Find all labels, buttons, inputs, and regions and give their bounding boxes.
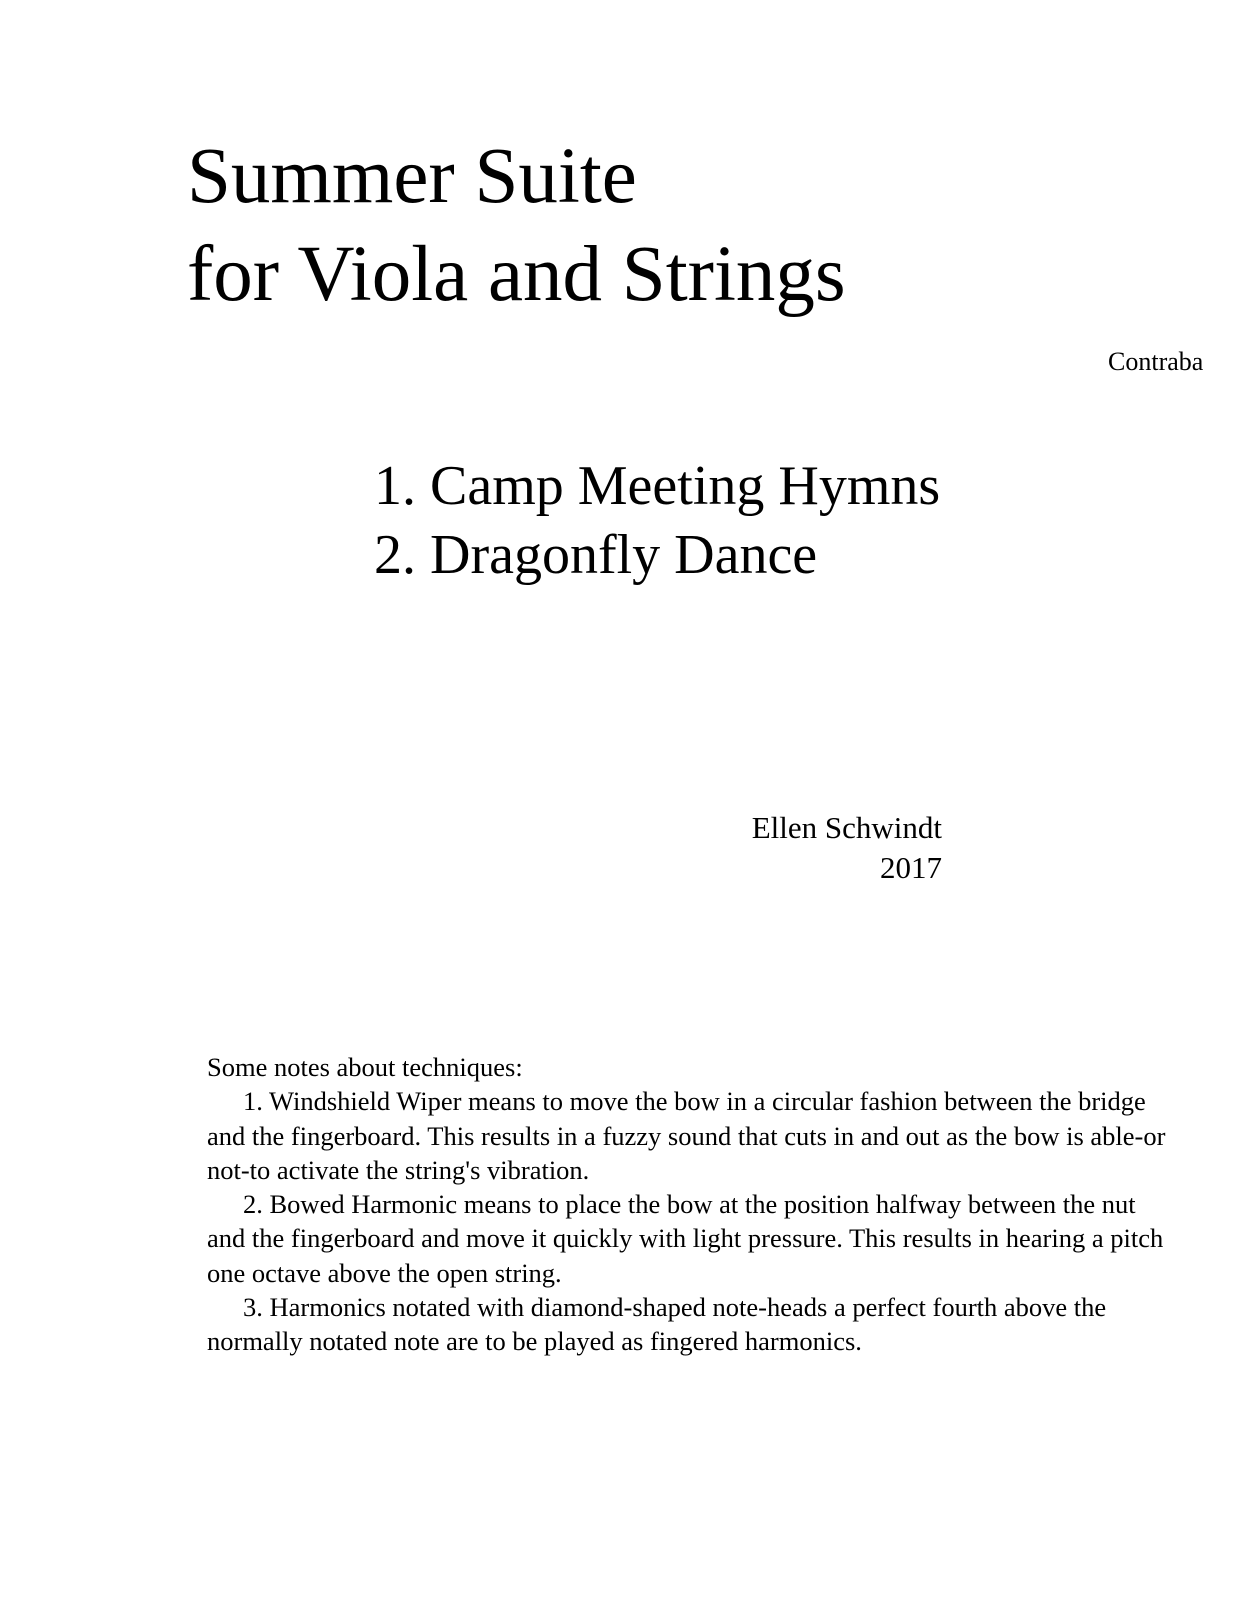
- technique-note: 3. Harmonics notated with diamond-shaped note-heads a perfect fourth above the normally notated note are to be played as fingered harmonics.: [207, 1292, 1107, 1357]
- score-title: [187, 128, 846, 324]
- composer-credit: [690, 808, 942, 888]
- movement-item: 2. Dragonfly Dance: [374, 524, 818, 586]
- movement-item: 1. Camp Meeting Hymns: [374, 455, 941, 517]
- technique-note: 1. Windshield Wiper means to move the bow in a circular fashion between the bridge and the fingerboard. This results in a fuzzy sound that cuts in and out as the bow is able-or not-to activate the string's vibration.: [207, 1086, 1166, 1185]
- score-title-line-2: for Viola and Strings: [187, 231, 846, 318]
- composer-name: Ellen Schwindt: [751, 810, 942, 845]
- technique-notes-heading: Some notes about techniques:: [207, 1052, 523, 1082]
- technique-note: 2. Bowed Harmonic means to place the bow at the position halfway between the nut and the fingerboard and move it quickly with light pressure. This results in hearing a pitch one octave above the open string.: [207, 1189, 1164, 1288]
- movement-list: [374, 452, 940, 590]
- technique-notes: [207, 1050, 1167, 1359]
- score-title-line-1: Summer Suite: [187, 133, 637, 220]
- instrument-part-label: Contraba: [1108, 347, 1204, 376]
- composition-year: 2017: [880, 850, 942, 885]
